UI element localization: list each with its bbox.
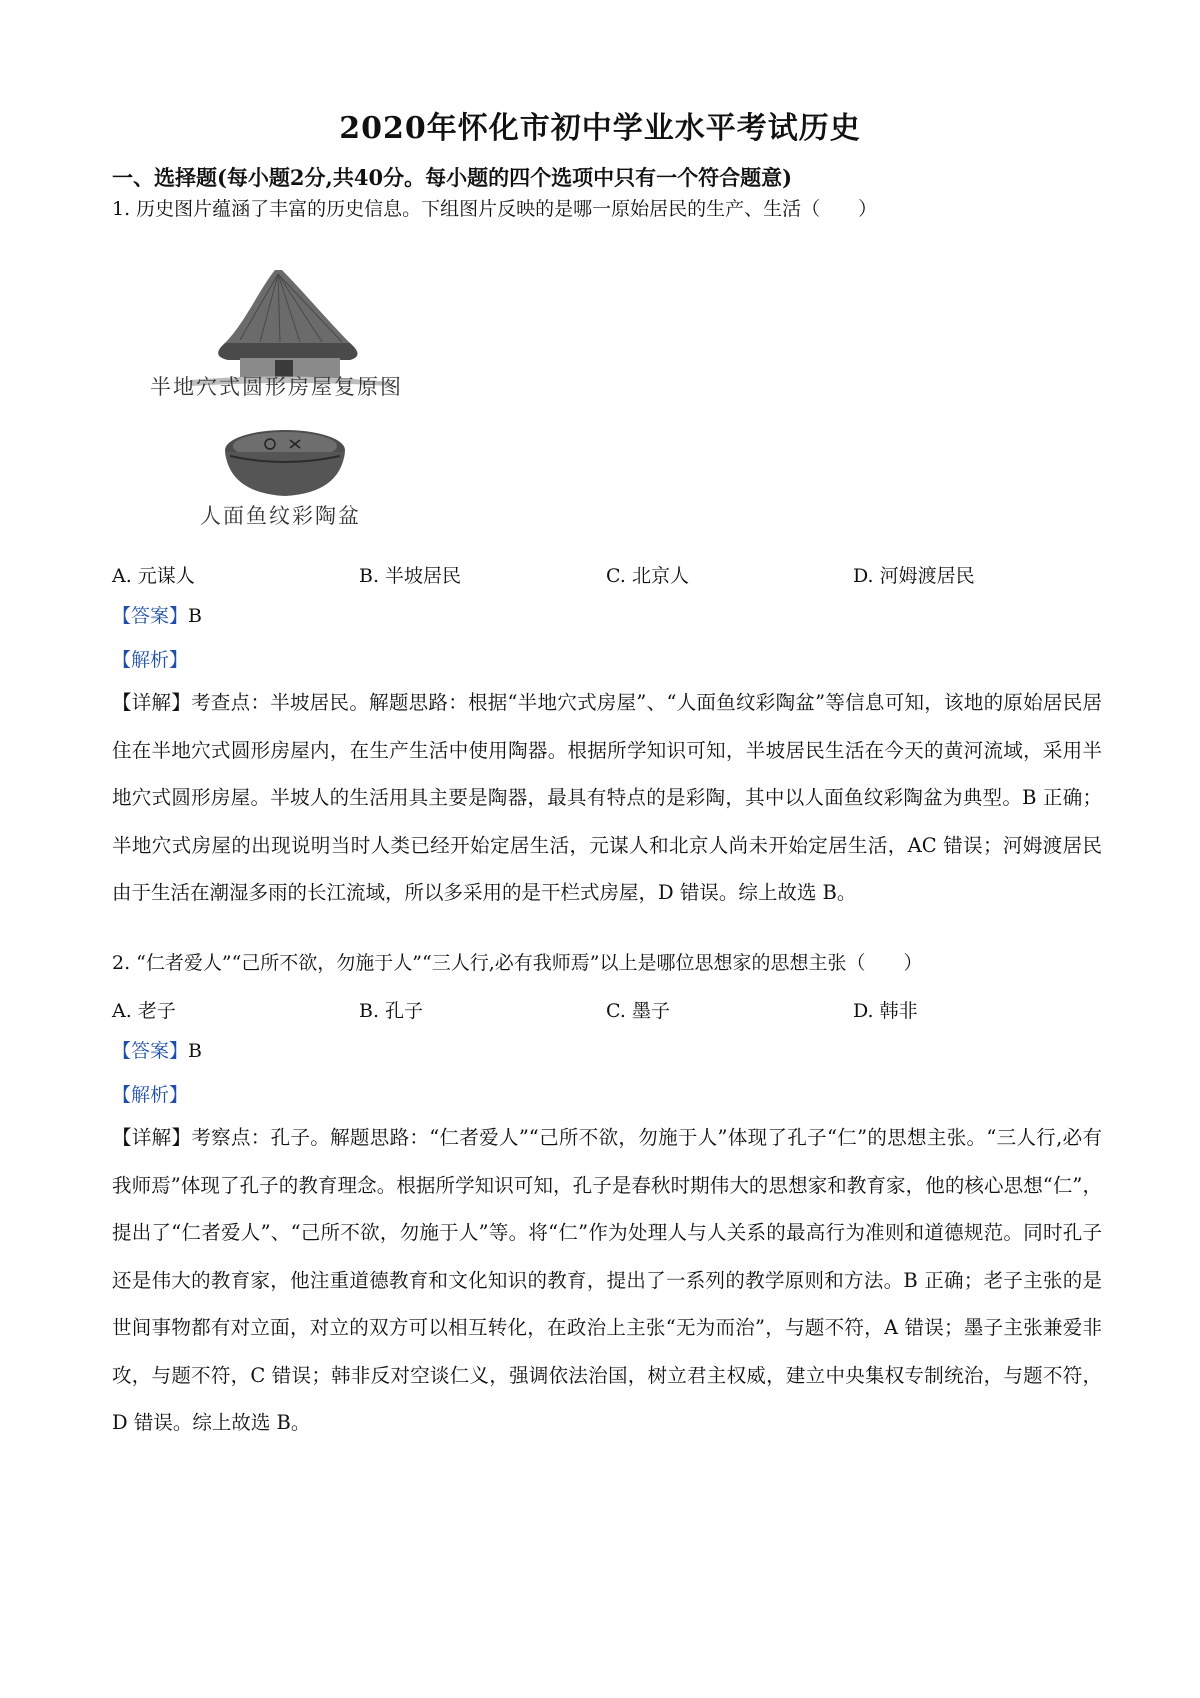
question-1-detail — [112, 679, 1102, 917]
question-2-detail — [112, 1114, 1102, 1447]
section-heading: 一、选择题(每小题2分,共40分。每小题的四个选项中只有一个符合题意) — [112, 165, 793, 190]
question-1-option-b: B. 半坡居民 — [359, 565, 462, 587]
question-2-option-c: C. 墨子 — [606, 1000, 670, 1022]
question-2-stem: 2. “仁者爱人”“己所不欲，勿施于人”“三人行,必有我师焉”以上是哪位思想家的思想主张（ ） — [112, 952, 923, 974]
answer-value: B — [188, 1040, 202, 1062]
question-1-option-c: C. 北京人 — [606, 565, 689, 587]
detail-label: 【详解】 — [112, 1126, 192, 1149]
figure-caption-hut: 半地穴式圆形房屋复原图 — [150, 375, 403, 399]
question-1-answer — [112, 605, 202, 627]
question-1-stem: 1. 历史图片蕴涵了丰富的历史信息。下组图片反映的是哪一原始居民的生产、生活（ ） — [112, 198, 878, 220]
question-1-figure — [150, 268, 440, 578]
figure-caption-bowl: 人面鱼纹彩陶盆 — [200, 504, 361, 528]
question-2-option-b: B. 孔子 — [359, 1000, 424, 1022]
question-1-option-a: A. 元谋人 — [112, 565, 195, 587]
question-2-analysis-label: 【解析】 — [112, 1084, 189, 1106]
answer-label: 【答案】 — [112, 1040, 189, 1062]
question-1-analysis-label: 【解析】 — [112, 649, 189, 671]
detail-label: 【详解】 — [112, 691, 192, 714]
detail-text: 考察点：孔子。解题思路：“仁者爱人”“己所不欲，勿施于人”体现了孔子“仁”的思想主张。“三人行,必有我师焉”体现了孔子的教育理念。根据所学知识可知，孔子是春秋时期伟大的思想家和教育家，他的核心思想“仁”，提出了“仁者爱人”、“己所不欲，勿施于人”等。将“仁”作为处理人与人关系的最高行为准则和道德规范。同时孔子还是伟大的教育家，他注重道德教育和文化知识的教育，提出了一系列的教学原则和方法。B 正确；老子主张的是世间事物都有对立面，对立的双方可以相互转化，在政治上主张“无为而治”，与题不符，A 错误；墨子主张兼爱非攻，与题不符，C 错误；韩非反对空谈仁义，强调依法治国，树立君主权威，建立中央集权专制统治，与题不符，D 错误。综上故选 B。 — [112, 1126, 1102, 1434]
question-2-option-d: D. 韩非 — [853, 1000, 918, 1022]
question-2-answer — [112, 1040, 202, 1062]
question-1-option-d: D. 河姆渡居民 — [853, 565, 975, 587]
hut-illustration — [150, 268, 440, 578]
page-title: 2020年怀化市初中学业水平考试历史 — [339, 111, 861, 146]
answer-value: B — [188, 605, 202, 627]
answer-label: 【答案】 — [112, 605, 189, 627]
detail-text: 考查点：半坡居民。解题思路：根据“半地穴式房屋”、“人面鱼纹彩陶盆”等信息可知，该地的原始居民居住在半地穴式圆形房屋内，在生产生活中使用陶器。根据所学知识可知，半坡居民生活在今天的黄河流域，采用半地穴式圆形房屋。半坡人的生活用具主要是陶器，最具有特点的是彩陶，其中以人面鱼纹彩陶盆为典型。B 正确；半地穴式房屋的出现说明当时人类已经开始定居生活，元谋人和北京人尚未开始定居生活，AC 错误；河姆渡居民由于生活在潮湿多雨的长江流域，所以多采用的是干栏式房屋，D 错误。综上故选 B。 — [112, 691, 1102, 904]
question-2-option-a: A. 老子 — [112, 1000, 176, 1022]
